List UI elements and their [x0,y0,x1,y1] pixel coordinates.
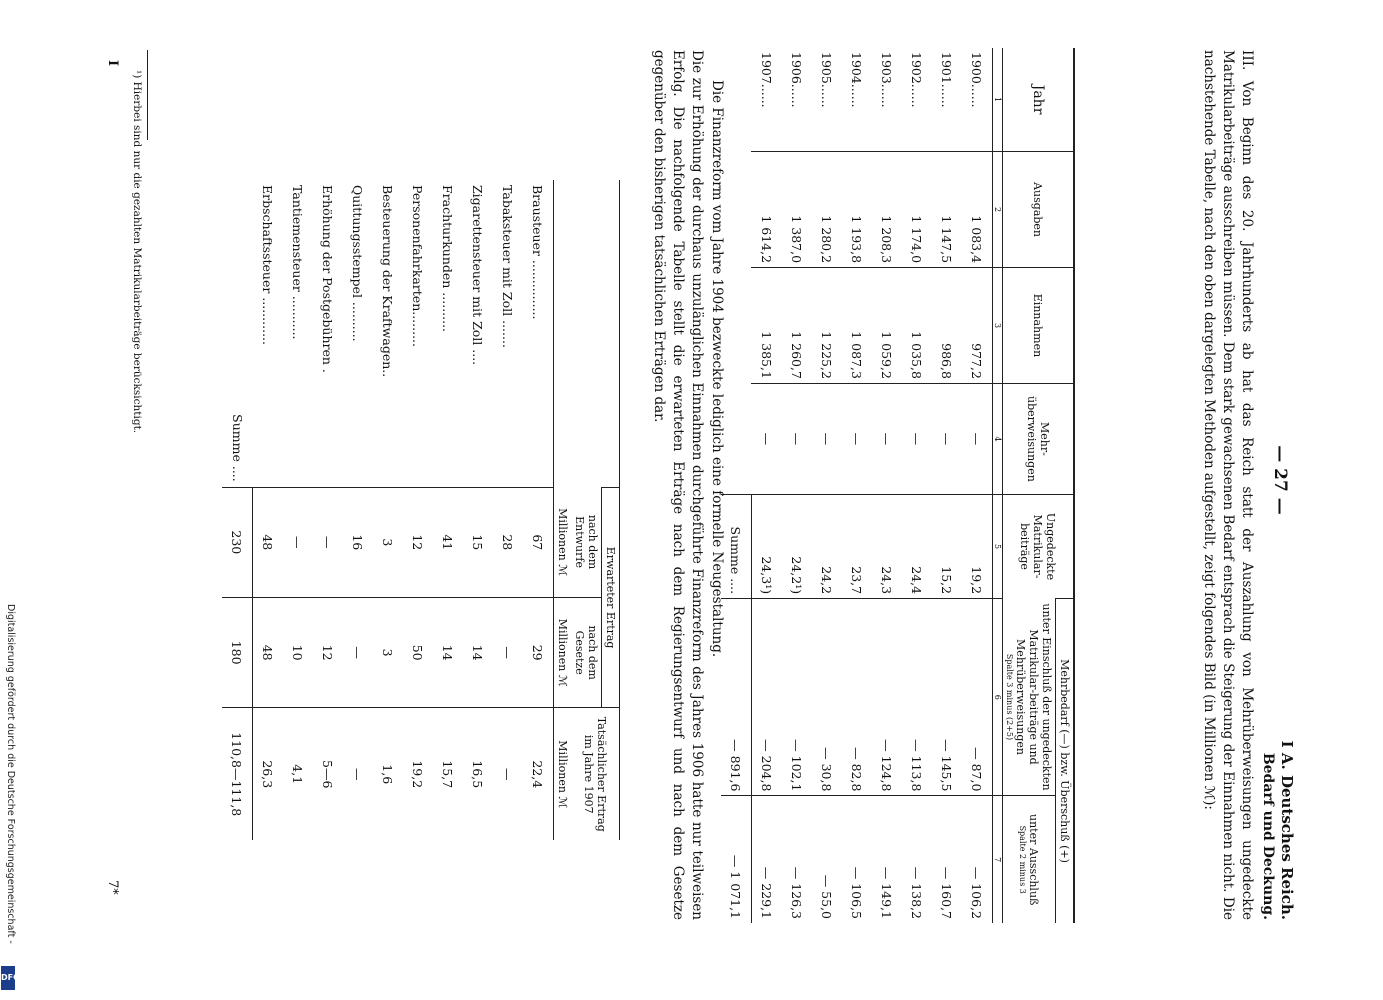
table-cell: 12 [313,597,343,708]
table-cell: 24,2¹) [782,494,812,598]
table-cell: 1903...... [879,52,895,108]
table-row [932,48,962,923]
table-cell: 48 [253,487,284,597]
col-header-jahr: Jahr [1003,48,1075,152]
table-cell: 28 [493,487,523,597]
footnote: ¹) Hierbei sind nur die gezahlten Matrikularbeiträge berücksichtigt. [131,70,143,434]
table-cell: 1906...... [789,52,805,108]
table-cell: — [493,708,523,840]
table-cell: — 106,5 [842,796,872,923]
table-cell: Personenfahrkarten......... [410,185,426,347]
col-header-ausschluss [1003,796,1056,923]
table-row [902,48,932,923]
table-cell: 16 [343,487,373,597]
table-cell: 5—6 [313,708,343,840]
table-cell: — [872,383,902,494]
sum-row [721,48,752,923]
col-header-einschluss-label: unter Einschluß der ungedeckten Matrikular-beiträge und Mehrüberweisungen [1014,603,1053,791]
col-number: 4 [993,383,1003,494]
table-cell: 1902...... [909,52,925,108]
table-cell: 1 059,2 [872,268,902,384]
table-cell: Erhöhung der Postgebühren . [320,185,336,373]
table-cell: 1 193,8 [842,152,872,268]
digitization-sidebar [3,604,16,994]
sum-cell: — 891,6 [721,599,752,796]
table-cell: 41 [433,487,463,597]
table-cell: 26,3 [253,708,284,840]
table-cell: 1 208,3 [872,152,902,268]
table-cell: — 149,1 [872,796,902,923]
table-cell: Brausteuer ............... [530,185,546,320]
signature-left: I [105,60,120,67]
col-header-einschluss-note: Spalte 3 minus (2+5) [1005,653,1014,741]
table-row [842,48,872,923]
table-cell: — [283,487,313,597]
table-cell: — 113,8 [902,599,932,796]
col-header-ausgaben: Ausgaben [1003,152,1075,268]
table-cell: — 145,5 [932,599,962,796]
col-header-ausschluss-label: unter Ausschluß [1027,814,1040,906]
table-cell: 22,4 [523,708,554,840]
unit-label: Millionen ℳ [554,708,572,840]
budget-table [721,48,1075,923]
col-header-ausschluss-note: Spalte 2 minus 3 [1018,825,1027,894]
table-row [403,180,433,840]
table-cell: 4,1 [283,708,313,840]
intro-paragraph: III. Von Beginn des 20. Jahrhunderts ab hat das Reich statt der Auszahlung von Mehrüberweisungen ungedeckte Matrikularbeiträge ausschreiben müssen. Dem stark gewachsenen Bedarf entsprach die Steigerung der Einnahmen nicht. Die nachstehende Tabelle, nach den oben dargelegten Methoden aufgestellt, zeigt folgendes Bild (in Millionen ℳ): [1201,50,1255,920]
table-row [872,48,902,923]
table-cell: 48 [253,597,284,708]
col-header-group: Mehrbedarf (—) bzw. Überschuß (+) [1056,599,1075,923]
col-header-gesetz: nach dem Gesetze [571,597,602,708]
table-cell: 1,6 [373,708,403,840]
table-cell: 10 [283,597,313,708]
table-cell: — 204,8 [752,599,783,796]
table-cell: 1 225,2 [812,268,842,384]
col-number: 3 [993,268,1003,384]
col-number: 5 [993,494,1003,598]
unit-label: Millionen ℳ [554,597,572,708]
sum-cell: — 1 071,1 [721,796,752,923]
col-header-entwurf: nach dem Entwurfe [573,514,599,570]
table-cell: 24,4 [902,494,932,598]
table-cell: 15 [463,487,493,597]
section-title: I A. Deutsches Reich. [1278,740,1296,920]
col-header-einnahmen: Einnahmen [1003,268,1075,384]
col-header-ungedeckte: Ungedeckte Matrikular-beiträge [1003,494,1075,598]
table-row [782,48,812,923]
table-cell: — 229,1 [752,796,783,923]
table-cell: 1 387,0 [782,152,812,268]
table-cell: — [343,708,373,840]
table-cell: 3 [373,487,403,597]
document-page [50,40,1300,920]
table-row [283,180,313,840]
table-cell: Tantiemensteuer ........... [290,185,306,340]
table-cell: — [313,487,343,597]
table-row [812,48,842,923]
table-cell: 19,2 [403,708,433,840]
table-cell: 29 [523,597,554,708]
sum-cell: 230 [222,487,253,597]
table-cell: 1 087,3 [842,268,872,384]
table-cell: 24,3 [872,494,902,598]
table-cell: Zigarettensteuer mit Zoll .... [470,185,486,366]
table-cell: 977,2 [962,268,993,384]
col-header-tax-blank [554,180,620,487]
table-cell: — 87,0 [962,599,993,796]
table-cell: — 160,7 [932,796,962,923]
table-cell: 23,7 [842,494,872,598]
table-cell: 14 [433,597,463,708]
table-cell: — [962,383,993,494]
table-cell: — [493,597,523,708]
col-header-erwartet: Erwarteter Ertrag [602,487,620,708]
col-number: 6 [993,599,1003,796]
table-cell: 1 614,2 [752,152,783,268]
table-cell: Frachturkunden .......... [440,185,456,333]
digitization-credit: Digitalisierung gefördert durch die Deutsche Forschungsgemeinschaft - [5,604,16,944]
table-cell: — [842,383,872,494]
col-header-einschluss [1003,599,1056,796]
table-cell: — [782,383,812,494]
table-cell: 1 147,5 [932,152,962,268]
col-number: 7 [993,796,1003,923]
table-row [373,180,403,840]
col-number: 2 [993,152,1003,268]
table-cell: 1900...... [969,52,985,108]
table-cell: — 30,8 [812,599,842,796]
table-row [433,180,463,840]
table-cell: 1907...... [759,52,775,108]
table-row [752,48,783,923]
table-cell: 1 174,0 [902,152,932,268]
table-cell: Erbschaftssteuer ............ [260,185,276,345]
table-cell: — 106,2 [962,796,993,923]
sum-cell: 180 [222,597,253,708]
finanzreform-paragraph: Die zur Erhöhung der durchaus unzulänglichen Einnahmen durchgeführte Finanzreform des Jahres 1906 hatte nur teilweisen Erfolg. Die nachfolgende Tabelle stellt die erwarteten Erträge nach dem Regierungsentwurf und nach dem Gesetze gegenüber den bisherigen tatsächlichen Erträgen dar. [651,50,705,920]
signature-right: 7* [105,880,120,895]
table-cell: — [752,383,783,494]
table-cell: 15,2 [932,494,962,598]
table-cell: — [343,597,373,708]
sum-label: Summe .... [721,494,752,598]
table-cell: 986,8 [932,268,962,384]
table-row [493,180,523,840]
table-cell: 1 083,4 [962,152,993,268]
table-cell: 1 035,8 [902,268,932,384]
table-cell: 19,2 [962,494,993,598]
table-cell: — [812,383,842,494]
sum-row [222,180,253,840]
page-number: — 27 — [1270,445,1290,515]
table-cell: — 124,8 [872,599,902,796]
table-cell: 1 260,7 [782,268,812,384]
revenue-table [222,180,620,840]
table-cell [721,48,752,494]
table-cell: Quittungsstempel .......... [350,185,366,342]
table-cell: 24,2 [812,494,842,598]
table-row [962,48,993,923]
unit-label: Millionen ℳ [556,508,569,576]
table-cell: 24,3¹) [752,494,783,598]
table-cell: 16,5 [463,708,493,840]
col-header-tatsaechlich: Tatsächlicher Ertrag im Jahre 1907 [571,708,620,840]
section-subtitle: Bedarf und Deckung. [1260,752,1276,920]
finanzreform-note: Die Finanzreform vom Jahre 1904 bezweckte lediglich eine formelle Neugestaltung. [709,80,725,658]
table-cell: 1904...... [849,52,865,108]
table-cell: 15,7 [433,708,463,840]
col-header-mehrueberweisungen: Mehr-überweisungen [1003,383,1075,494]
table-cell: — 126,3 [782,796,812,923]
table-cell: 50 [403,597,433,708]
col-number: 1 [993,48,1003,152]
table-row [523,180,554,840]
table-cell: Besteuerung der Kraftwagen.. [380,185,396,378]
table-cell: Tabaksteuer mit Zoll ....... [500,185,516,348]
table-cell: 67 [523,487,554,597]
table-row [343,180,373,840]
table-row [463,180,493,840]
sum-cell: 110,8—111,8 [222,708,253,840]
table-cell: — [932,383,962,494]
table-cell: 12 [403,487,433,597]
table-row [313,180,343,840]
table-cell: 14 [463,597,493,708]
table-cell: — 102,1 [782,599,812,796]
revenue-table-body [222,180,554,840]
table-cell: 1 385,1 [752,268,783,384]
table-cell: — 55,0 [812,796,842,923]
table-cell: — 138,2 [902,796,932,923]
table-cell: 1 280,2 [812,152,842,268]
footnote-rule [147,50,148,140]
table-cell: — [902,383,932,494]
budget-table-body [721,48,993,923]
table-cell: — 82,8 [842,599,872,796]
table-cell: 3 [373,597,403,708]
dfg-logo-icon: DFG [1,966,15,990]
table-cell: 1905...... [819,52,835,108]
sum-label: Summe .... [229,414,245,482]
table-cell: 1901...... [939,52,955,108]
table-row [253,180,284,840]
